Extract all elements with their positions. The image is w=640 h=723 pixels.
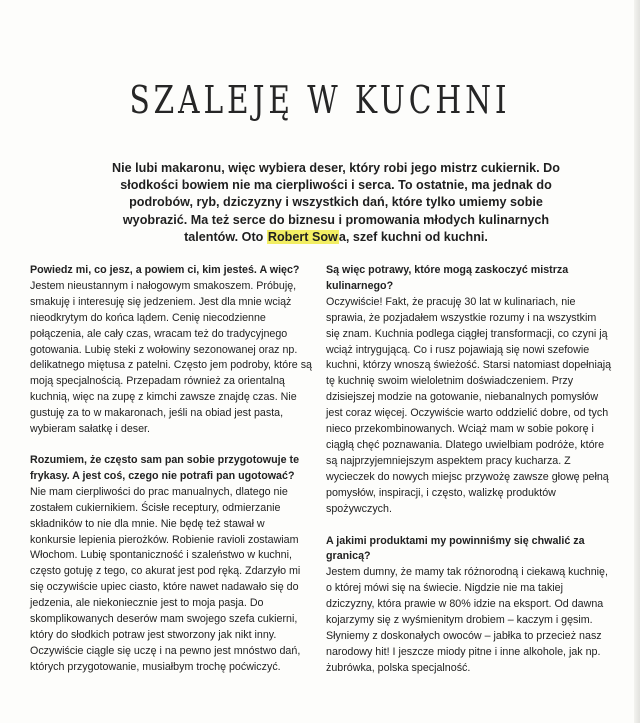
qa-block — [326, 263, 612, 518]
intro-text-end: a, szef kuchni od kuchni. — [338, 229, 488, 244]
interview-question: Są więc potrawy, które mogą zaskoczyć mistrza kulinarnego? — [326, 264, 569, 292]
article-intro — [96, 160, 576, 246]
interview-answer: Jestem nieustannym i nałogowym smakoszem. Próbuję, smakuję i interesuję się jedzeniem. Jest dla mnie wciąż nieodkrytym do końca lądem. Cenię niecodzienne połączenia, ale cały czas, wracam też do tradycyjnego gotowania. Lubię steki z wołowiny sezonowanej oraz np. delikatnego miętusa z patelni. Często jem podroby, które są moją specjalnością. Przepadam również za orientalną kuchnią, więc na zupę z kimchi zawsze znajdę czas. Nie gustuję za to w makaronach, jeśli na obiad jest pasta, wybieram sałatkę i deser. — [30, 279, 312, 436]
qa-block — [30, 263, 312, 438]
qa-block — [30, 453, 312, 676]
article-title: SZALEJĘ W KUCHNI — [129, 78, 511, 122]
interview-question: Powiedz mi, co jesz, a powiem ci, kim jesteś. A więc? — [30, 264, 300, 276]
highlighted-name: Robert Sow — [267, 229, 338, 244]
interview-answer: Nie mam cierpliwości do prac manualnych, dlatego nie zostałem cukiernikiem. Ścisłe receptury, odmierzanie składników to nie dla mnie. Nie będę też stawał w konkursie lepienia pierożków. Robienie ravioli zostawiam Włochom. Lubię spontaniczność i szaleństwo w kuchni, często gotuję z tego, co akurat jest pod ręką. Zdarzyło mi się oczywiście upiec ciasto, które nawet nadawało się do jedzenia, ale niekoniecznie jest to moja pasja. Do skomplikowanych deserów mam swojego szefa cukierni, który do słodkich potraw jest stworzony jak nikt inny. Oczywiście ciągle się uczę i na pewno jest mnóstwo dań, których przygotowanie, musiałbym trochę poćwiczyć. — [30, 485, 301, 673]
qa-block — [326, 534, 612, 677]
interview-answer: Jestem dumny, że mamy tak różnorodną i ciekawą kuchnię, o której mówi się na świecie. Nigdzie nie ma takiej dziczyzny, która prawie w 80% idzie na eksport. Od dawna kojarzymy się z wyśmienitym drobiem – kaczym i gęsim. Słyniemy z doskonałych owoców – jabłka to przecież nasz narodowy hit! I jeszcze miody pitne i inne alkohole, jak np. żubrówka, polska specjalność. — [326, 566, 608, 674]
interview-answer: Oczywiście! Fakt, że pracuję 30 lat w kulinariach, nie sprawia, że pozjadałem wszystkie rozumy i na wszystkim się znam. Kuchnia podlega ciągłej transformacji, co czyni ją wciąż intrygującą. Co i rusz pojawiają się nowi szefowie kuchni, którzy wnoszą świeżość. Starsi natomiast dopełniają tę kuchnię swoim wieloletnim doświadczeniem. Przy dzisiejszej modzie na gotowanie, niebanalnych pomysłów jest coraz więcej. Oczywiście warto oddzielić dobre, od tych nieco przekombinowanych. Wciąż mam w sobie pokorę i ciągłą chęć poznawania. Dlatego uwielbiam podróże, które są najprzyjemniejszym aspektem pracy kucharza. Z wycieczek do nowych miejsc przywożę zawsze głowę pełną pomysłów, inspiracji, i często, walizkę produktów spożywczych. — [326, 295, 612, 515]
page-edge — [634, 0, 640, 723]
right-column — [326, 263, 612, 677]
intro-text: Nie lubi makaronu, więc wybiera deser, który robi jego mistrz cukiernik. Do słodkości bowiem nie ma cierpliwości i serca. To ostatnie, ma jednak do podrobów, ryb, dziczyzny i wszystkich dań, które tylko umiemy sobie wyobrazić. Ma też serce do biznesu i promowania młodych kulinarnych talentów. Oto — [112, 161, 560, 244]
interview-question: Rozumiem, że często sam pan sobie przygotowuje te frykasy. A jest coś, czego nie potrafi pan ugotować? — [30, 453, 300, 482]
left-column — [30, 263, 312, 676]
interview-question: A jakimi produktami my powinniśmy się chwalić za granicą? — [326, 534, 585, 563]
